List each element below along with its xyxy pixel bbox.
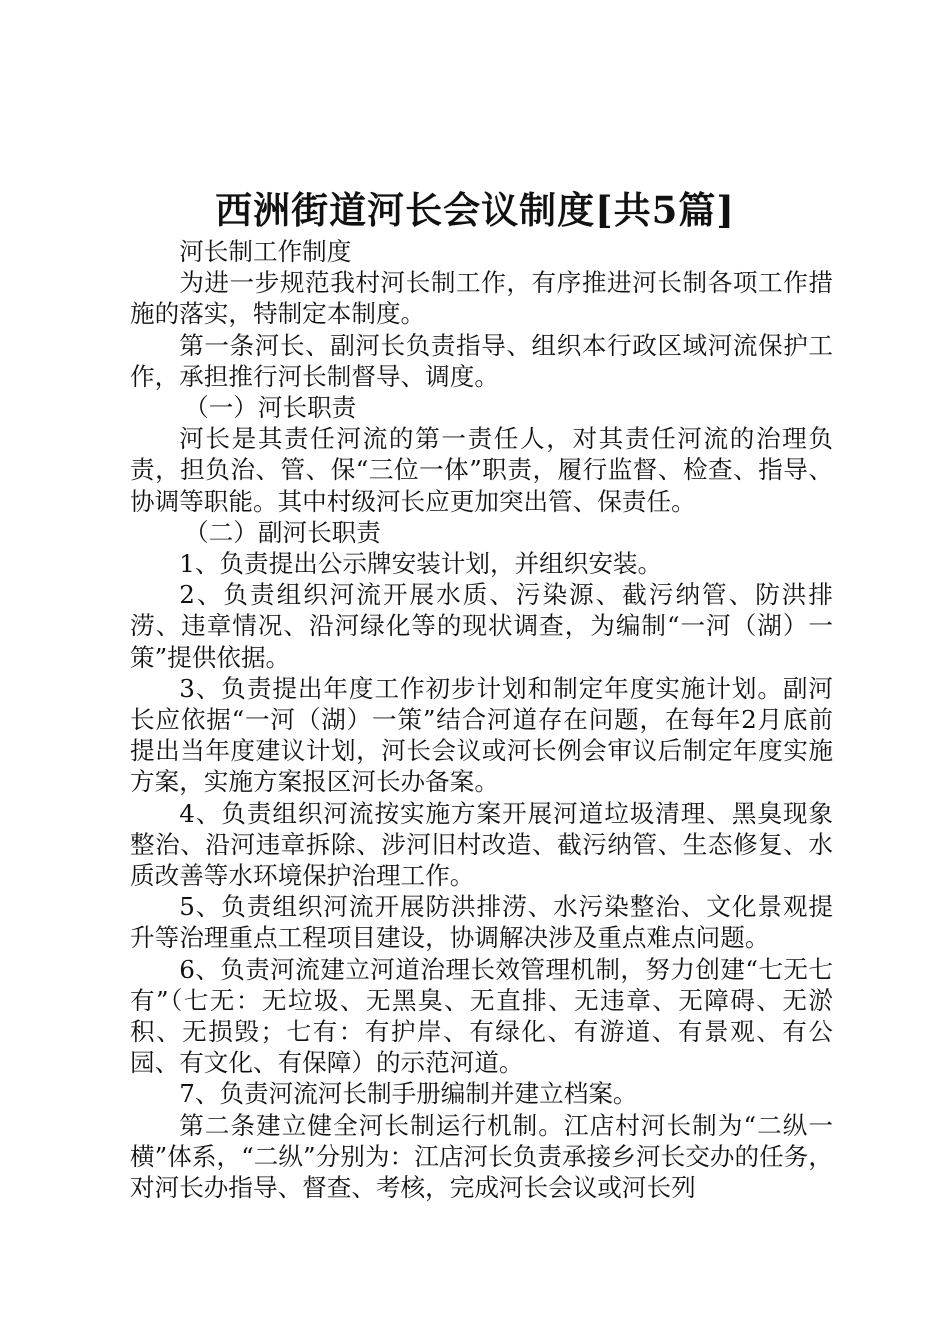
paragraph-item-1: 1、负责提出公示牌安装计划，并组织安装。 bbox=[179, 549, 663, 579]
paragraph-item-3: 3、负责提出年度工作初步计划和制定年度实施计划。副河长应依据“一河（湖）一策”结合河道存在问题，在每年2月底前提出当年度建议计划，河长会议或河长例会审议后制定年度实施方案，实施方案报区河长办备案。 bbox=[130, 673, 833, 797]
paragraph-item-4: 4、负责组织河流按实施方案开展河道垃圾清理、黑臭现象整治、沿河违章拆除、涉河旧村改造、截污纳管、生态修复、水质改善等水环境保护治理工作。 bbox=[130, 798, 833, 891]
paragraph-river-chief-duties: 河长是其责任河流的第一责任人，对其责任河流的治理负责，担负治、管、保“三位一体”职责，履行监督、检查、指导、协调等职能。其中村级河长应更加突出管、保责任。 bbox=[130, 424, 833, 516]
paragraph-subheading-river-chief-duties: （一）河长职责 bbox=[184, 393, 357, 423]
paragraph-item-7: 7、负责河流河长制手册编制并建立档案。 bbox=[179, 1079, 638, 1109]
paragraph-subheading-deputy-duties: （二）副河长职责 bbox=[184, 517, 381, 547]
paragraph-article-two: 第二条建立健全河长制运行机制。江店村河长制为“二纵一横”体系，“二纵”分别为：江店河长负责承接乡河长交办的任务，对河长办指导、督查、考核，完成河长会议或河长列 bbox=[130, 1110, 833, 1203]
document-title: 西洲街道河长会议制度[共5篇] bbox=[215, 188, 735, 232]
document-body bbox=[130, 236, 833, 1203]
paragraph-item-2: 2、负责组织河流开展水质、污染源、截污纳管、防洪排涝、违章情况、沿河绿化等的现状调查，为编制“一河（湖）一策”提供依据。 bbox=[130, 580, 833, 672]
paragraph-article-one: 第一条河长、副河长负责指导、组织本行政区域河流保护工作，承担推行河长制督导、调度。 bbox=[130, 330, 833, 391]
paragraph-section-heading: 河长制工作制度 bbox=[179, 237, 352, 266]
paragraph-item-5: 5、负责组织河流开展防洪排涝、水污染整治、文化景观提升等治理重点工程项目建设，协调解决涉及重点难点问题。 bbox=[130, 892, 833, 953]
paragraph-intro: 为进一步规范我村河长制工作，有序推进河长制各项工作措施的落实，特制定本制度。 bbox=[130, 268, 833, 329]
paragraph-item-6: 6、负责河流建立河道治理长效管理机制，努力创建“七无七有”（七无：无垃圾、无黑臭、无直排、无违章、无障碍、无淤积、无损毁；七有：有护岸、有绿化、有游道、有景观、有公园、有文化、有保障）的示范河道。 bbox=[130, 954, 833, 1078]
